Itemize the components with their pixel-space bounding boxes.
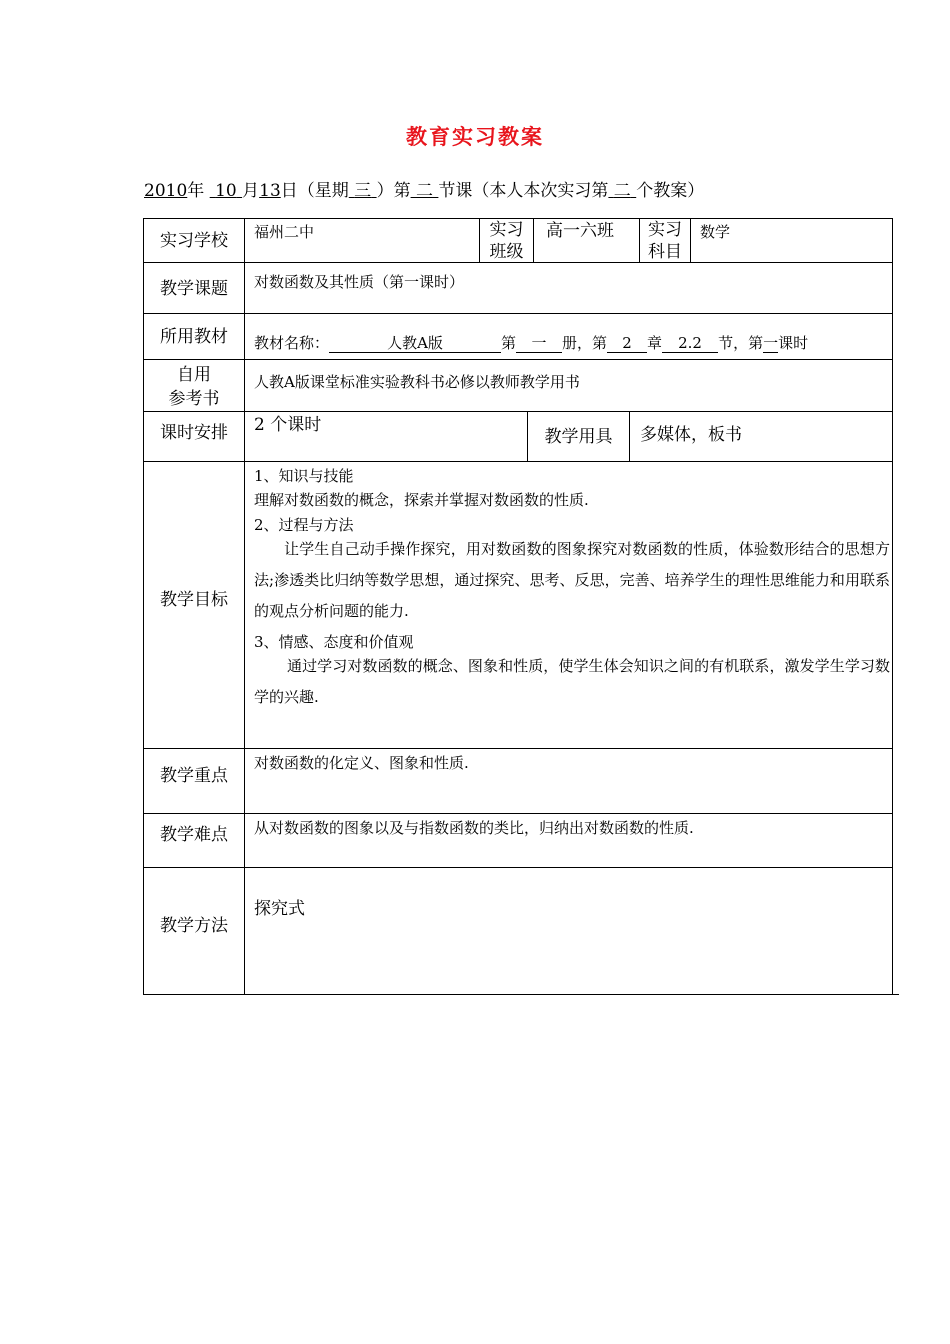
plan-suffix: 个教案） — [636, 181, 705, 201]
section-number: 二 — [415, 181, 433, 201]
day-suffix: 日（星期 — [280, 181, 349, 201]
topic-label: 教学课题 — [160, 279, 228, 299]
plan-number: 二 — [613, 181, 631, 201]
key-points-value: 对数函数的化定义、图象和性质. — [254, 754, 469, 772]
school-value: 福州二中 — [254, 223, 315, 241]
key-points-label: 教学重点 — [160, 766, 228, 786]
month-suffix: 月 — [242, 181, 260, 201]
tools-value: 多媒体，板书 — [640, 425, 742, 445]
month: 10 — [215, 181, 237, 201]
topic-value: 对数函数及其性质（第一课时） — [254, 273, 465, 291]
textbook-section: 2.2 — [662, 335, 718, 353]
subject-value: 数学 — [700, 223, 731, 241]
textbook-lesson: 一 — [763, 334, 779, 352]
hours-value: 2 个课时 — [254, 415, 322, 435]
textbook-label: 所用教材 — [160, 327, 228, 347]
textbook-name: 人教A版 — [329, 335, 501, 353]
difficulty-label: 教学难点 — [160, 825, 228, 845]
hours-label: 课时安排 — [160, 423, 228, 443]
reference-value: 人教A版课堂标准实验教科书必修以教师教学用书 — [254, 373, 580, 391]
method-label: 教学方法 — [160, 916, 228, 936]
goal-text-1: 理解对数函数的概念，探索并掌握对数函数的性质. — [254, 491, 589, 509]
goal-heading-2: 2、过程与方法 — [254, 516, 354, 534]
date-line — [144, 176, 704, 201]
reference-label: 自用 参考书 — [168, 365, 220, 409]
textbook-chapter: 2 — [607, 335, 647, 353]
goals-label: 教学目标 — [160, 590, 228, 610]
subject-label: 实习 科目 — [648, 220, 682, 260]
day: 13 — [259, 181, 281, 201]
goal-heading-3: 3、情感、态度和价值观 — [254, 633, 414, 651]
class-label: 实习 班级 — [489, 220, 524, 260]
goal-text-2: 让学生自己动手操作探究，用对数函数的图象探究对数函数的性质，体验数形结合的思想方法;渗透类比归纳等数学思想，通过探究、思考、反思，完善、培养学生的理性思维能力和用联系的观点分析问题的能力. — [254, 540, 890, 620]
difficulty-value: 从对数函数的图象以及与指数函数的类比，归纳出对数函数的性质. — [254, 819, 694, 837]
textbook-volume: 一 — [516, 335, 562, 353]
year: 2010 — [144, 181, 188, 201]
method-value: 探究式 — [254, 899, 305, 919]
goal-text-3: 通过学习对数函数的概念、图象和性质，使学生体会知识之间的有机联系，激发学生学习数学的兴趣. — [254, 657, 890, 706]
class-value: 高一六班 — [546, 221, 614, 241]
page-title: 教育实习教案 — [406, 125, 544, 149]
textbook-value: 教材名称： 人教A版 第 一 册，第 2 章 2.2 节，第一课时 — [254, 334, 809, 352]
weekday-close: ）第 — [376, 181, 411, 201]
weekday: 三 — [354, 181, 372, 201]
school-label: 实习学校 — [160, 231, 228, 251]
section-suffix: 节课（本人本次实习第 — [438, 181, 609, 201]
goal-heading-1: 1、知识与技能 — [254, 467, 354, 485]
tools-label: 教学用具 — [544, 427, 613, 447]
year-suffix: 年 — [187, 181, 205, 201]
